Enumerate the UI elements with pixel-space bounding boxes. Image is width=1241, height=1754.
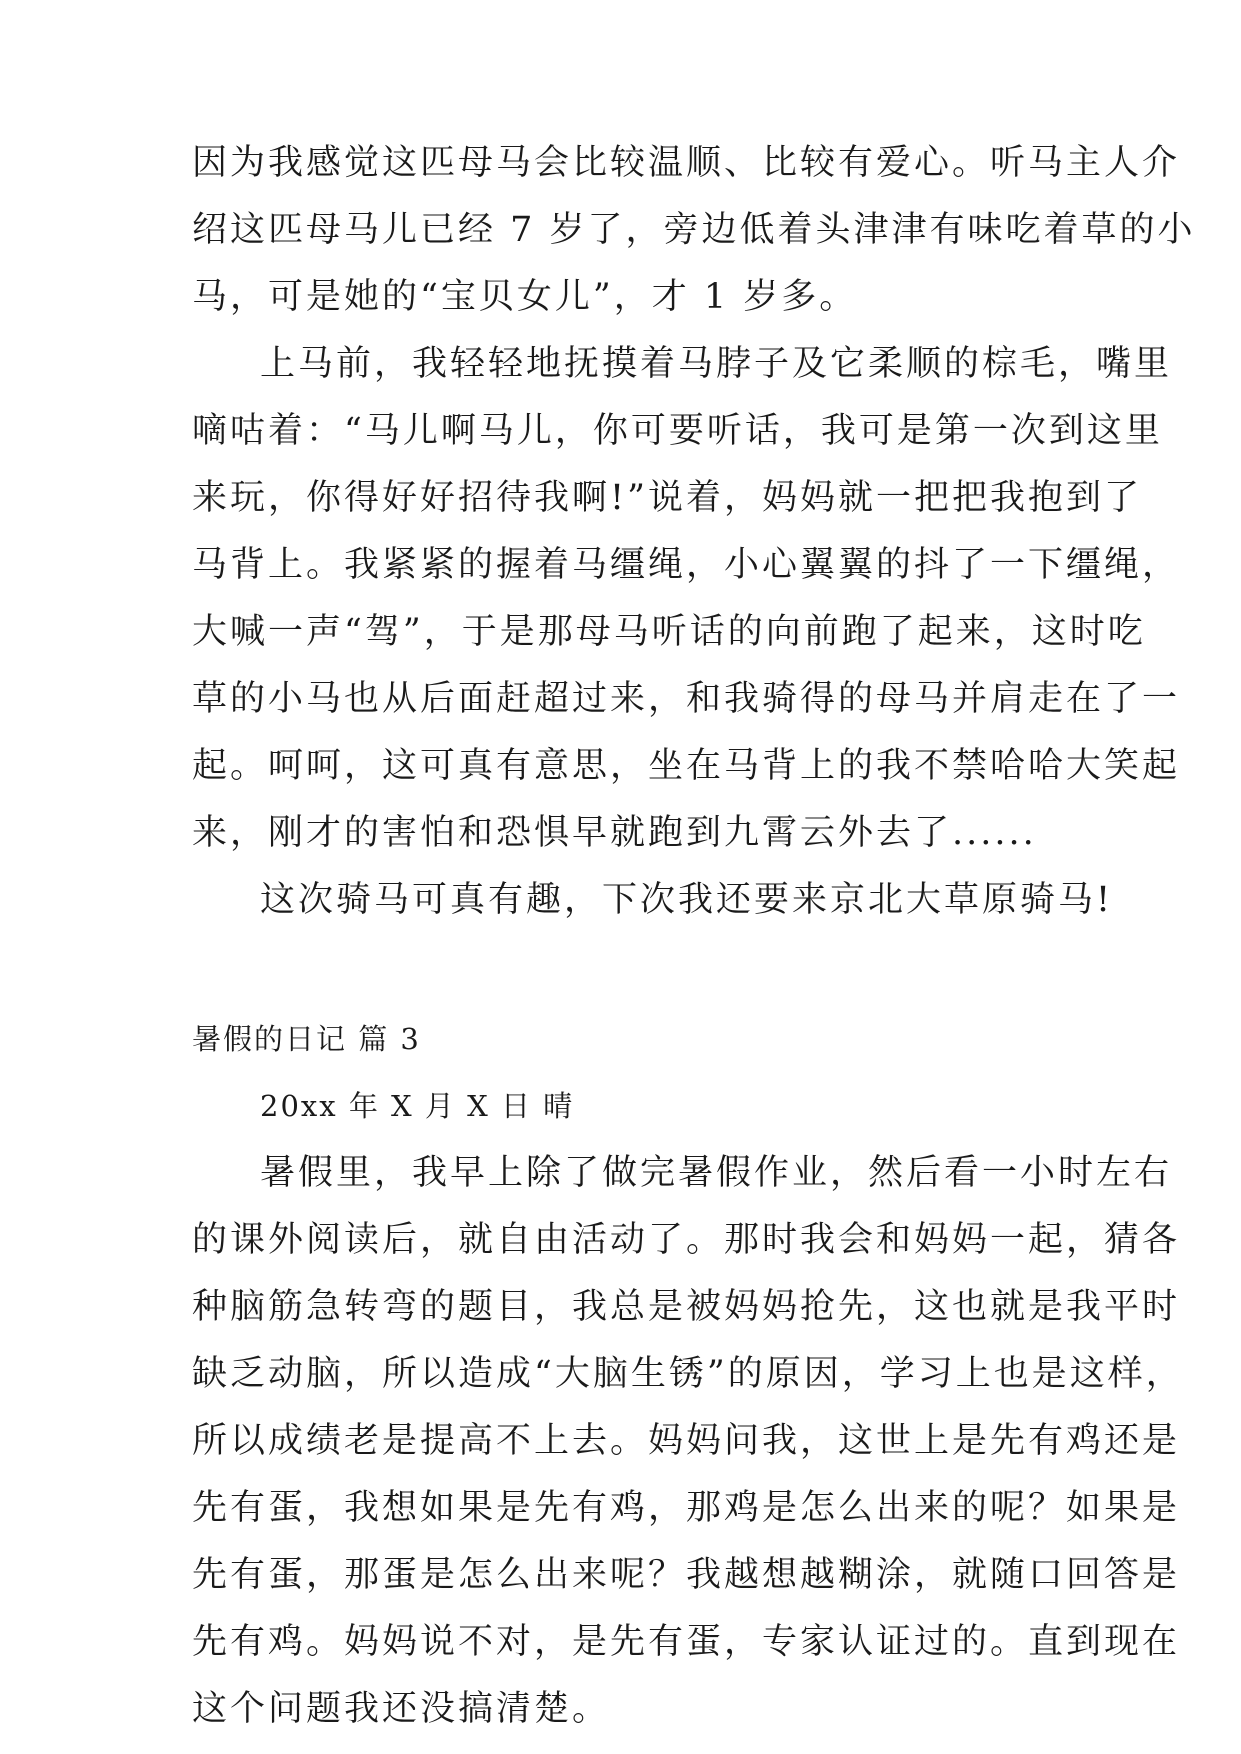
diary-title: 暑假的日记 篇 3 bbox=[192, 1022, 421, 1056]
text-line: 来玩，你得好好招待我啊!”说着，妈妈就一把把我抱到了 bbox=[192, 478, 1142, 518]
text-line: 种脑筋急转弯的题目，我总是被妈妈抢先，这也就是我平时 bbox=[192, 1287, 1181, 1327]
paragraph-diary-body bbox=[192, 1140, 1184, 1743]
text-line: 这次骑马可真有趣，下次我还要来京北大草原骑马! bbox=[260, 880, 1114, 920]
text-line: 缺乏动脑，所以造成“大脑生锈”的原因，学习上也是这样， bbox=[192, 1354, 1184, 1394]
paragraph-horse-choice bbox=[192, 130, 1196, 331]
text-line: 所以成绩老是提高不上去。妈妈问我，这世上是先有鸡还是 bbox=[192, 1421, 1181, 1461]
text-line: 绍这匹母马儿已经 7 岁了，旁边低着头津津有味吃着草的小 bbox=[192, 210, 1196, 250]
text-line: 先有蛋，那蛋是怎么出来呢？我越想越糊涂，就随口回答是 bbox=[192, 1555, 1181, 1595]
text-line: 嘀咕着：“马儿啊马儿，你可要听话，我可是第一次到这里 bbox=[192, 411, 1163, 451]
text-line: 来，刚才的害怕和恐惧早就跑到九霄云外去了...... bbox=[192, 813, 1037, 853]
text-line: 的课外阅读后，就自由活动了。那时我会和妈妈一起，猜各 bbox=[192, 1220, 1181, 1260]
text-line: 上马前，我轻轻地抚摸着马脖子及它柔顺的棕毛，嘴里 bbox=[260, 344, 1173, 384]
text-line: 起。呵呵，这可真有意思，坐在马背上的我不禁哈哈大笑起 bbox=[192, 746, 1181, 786]
text-line: 先有蛋，我想如果是先有鸡，那鸡是怎么出来的呢？如果是 bbox=[192, 1488, 1181, 1528]
text-line: 暑假里，我早上除了做完暑假作业，然后看一小时左右 bbox=[260, 1153, 1173, 1193]
diary-date: 20xx 年 X 月 X 日 晴 bbox=[260, 1089, 575, 1123]
text-line: 大喊一声“驾”，于是那母马听话的向前跑了起来，这时吃 bbox=[192, 612, 1146, 652]
text-line: 马背上。我紧紧的握着马缰绳，小心翼翼的抖了一下缰绳， bbox=[192, 545, 1181, 585]
text-line: 这个问题我还没搞清楚。 bbox=[192, 1689, 611, 1729]
text-line: 草的小马也从后面赶超过来，和我骑得的母马并肩走在了一 bbox=[192, 679, 1181, 719]
paragraph-conclusion bbox=[192, 867, 1114, 934]
text-line: 先有鸡。妈妈说不对，是先有蛋，专家认证过的。直到现在 bbox=[192, 1622, 1181, 1662]
paragraph-riding bbox=[192, 331, 1181, 867]
text-line: 马，可是她的“宝贝女儿”，才 1 岁多。 bbox=[192, 277, 858, 317]
document-page bbox=[192, 130, 1196, 1743]
text-line: 因为我感觉这匹母马会比较温顺、比较有爱心。听马主人介 bbox=[192, 143, 1181, 183]
